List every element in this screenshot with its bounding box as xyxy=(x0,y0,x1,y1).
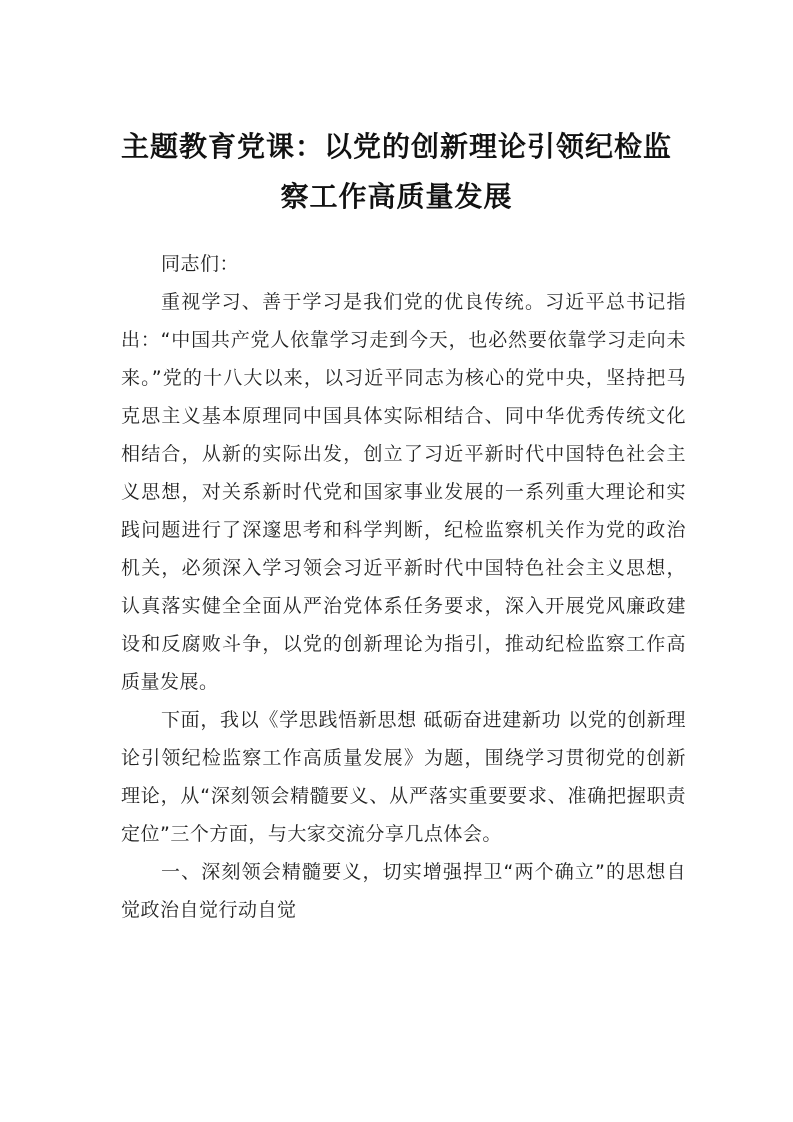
document-body xyxy=(121,245,686,929)
title-line-1: 主题教育党课：以党的创新理论引领纪检监 xyxy=(120,130,672,163)
section-heading-1: 一、深刻领会精髓要义，切实增强捍卫“两个确立”的思想自觉政治自觉行动自觉 xyxy=(121,861,686,921)
title-line-2: 察工作高质量发展 xyxy=(280,180,513,213)
salutation: 同志们： xyxy=(161,253,240,275)
paragraph-topic: 下面，我以《学思践悟新思想 砥砺奋进建新功 以党的创新理论引领纪检监察工作高质量发展》为题，围绕学习贯彻党的创新理论，从“深刻领会精髓要义、从严落实重要要求、准确把握职责定位”三个方面，与大家交流分享几点体会。 xyxy=(121,709,686,845)
paragraph-intro: 重视学习、善于学习是我们党的优良传统。习近平总书记指出：“中国共产党人依靠学习走到今天，也必然要依靠学习走向未来。”党的十八大以来，以习近平同志为核心的党中央，坚持把马克思主义基本原理同中国具体实际相结合、同中华优秀传统文化相结合，从新的实际出发，创立了习近平新时代中国特色社会主义思想，对关系新时代党和国家事业发展的一系列重大理论和实践问题进行了深邃思考和科学判断，纪检监察机关作为党的政治机关，必须深入学习领会习近平新时代中国特色社会主义思想，认真落实健全全面从严治党体系任务要求，深入开展党风廉政建设和反腐败斗争，以党的创新理论为指引，推动纪检监察工作高质量发展。 xyxy=(121,291,686,693)
document-title xyxy=(100,122,693,222)
